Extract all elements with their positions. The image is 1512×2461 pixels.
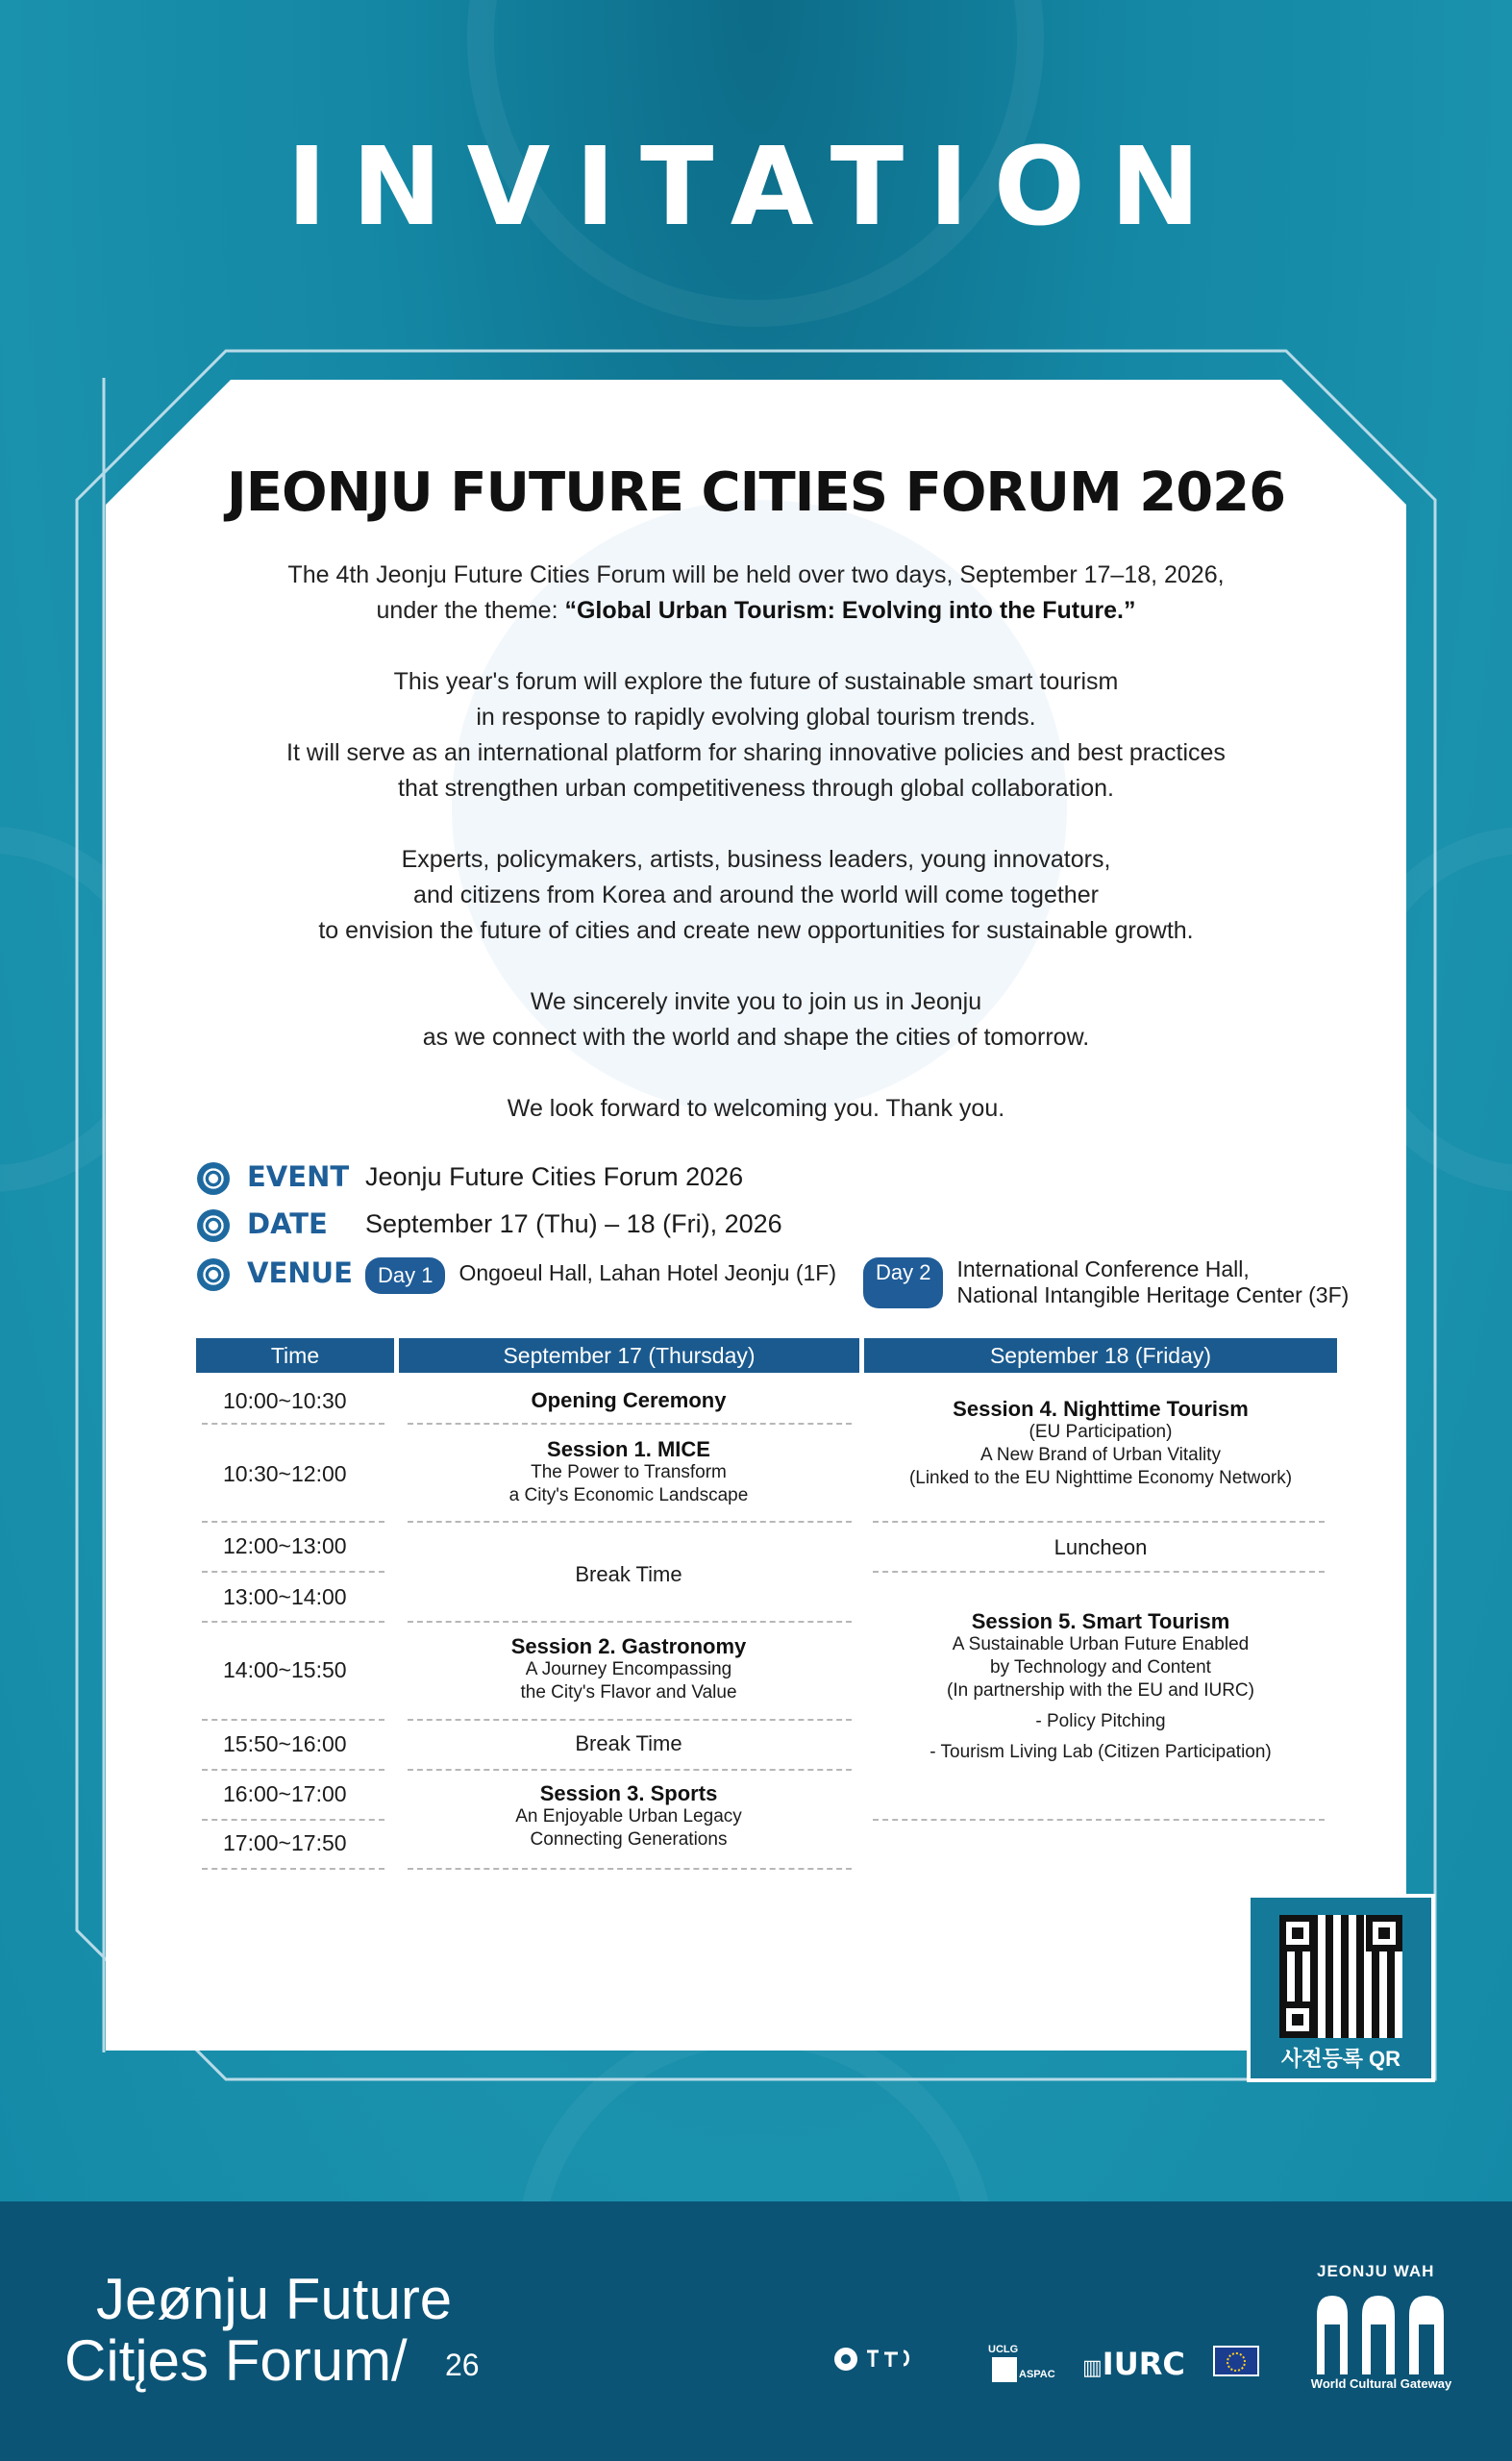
- row-divider: [873, 1819, 1325, 1821]
- day2-venue-line2: National Intangible Heritage Center (3F): [956, 1282, 1350, 1307]
- time-slot: 14:00~15:50: [223, 1657, 347, 1682]
- row-divider: [202, 1769, 384, 1771]
- time-slot: 10:00~10:30: [223, 1388, 347, 1413]
- registration-qr[interactable]: [1247, 1894, 1435, 2082]
- forum-brand-year: 26: [445, 2348, 480, 2382]
- row-divider: [408, 1621, 852, 1623]
- intro-line: in response to rapidly evolving global tourism trends.: [476, 704, 1036, 731]
- qr-label: 사전등록 QR: [1280, 2047, 1401, 2071]
- day1-session2: Session 2. Gastronomy A Journey Encompassing the City's Flavor and Value: [510, 1634, 747, 1703]
- row-divider: [202, 1819, 384, 1821]
- intro-paragraph-3: [163, 842, 1349, 949]
- intro-paragraph-5: We look forward to welcoming you. Thank you.: [507, 1095, 1005, 1122]
- row-divider: [873, 1571, 1325, 1573]
- event-label: EVENT: [247, 1160, 350, 1193]
- row-divider: [202, 1521, 384, 1523]
- rosette-icon: [197, 1162, 230, 1195]
- invitation-text: [163, 558, 1349, 1162]
- day1-break2: Break Time: [575, 1731, 682, 1755]
- intro-line: that strengthen urban competitiveness through global collaboration.: [398, 775, 1114, 802]
- venue-label: VENUE: [247, 1256, 353, 1289]
- date-row: [197, 1207, 782, 1242]
- row-divider: [873, 1521, 1325, 1523]
- uclg-aspac-logo: UCLG ASPAC: [988, 2344, 1055, 2380]
- intro-line: under the theme:: [376, 597, 565, 624]
- forum-brand-logo: Jeønju Future Citįes Forum/: [64, 2267, 453, 2393]
- day1-venue: Ongoeul Hall, Lahan Hotel Jeonju (1F): [459, 1260, 836, 1285]
- time-slot: 17:00~17:50: [223, 1830, 347, 1855]
- intro-paragraph-1: [163, 558, 1349, 629]
- intro-line: and citizens from Korea and around the world will come together: [413, 882, 1099, 908]
- day1-opening: Opening Ceremony: [531, 1388, 727, 1412]
- day1-break1: Break Time: [575, 1562, 682, 1586]
- time-slot: 10:30~12:00: [223, 1461, 347, 1486]
- venue-row: [197, 1256, 1349, 1308]
- day2-pill: Day 2: [863, 1257, 943, 1308]
- day1-session3: Session 3. Sports An Enjoyable Urban Legacy Connecting Generations: [515, 1781, 742, 1850]
- row-divider: [202, 1423, 384, 1425]
- event-value: Jeonju Future Cities Forum 2026: [365, 1162, 744, 1191]
- intro-line: This year's forum will explore the future of sustainable smart tourism: [393, 668, 1119, 695]
- row-divider: [408, 1521, 852, 1523]
- row-divider: [202, 1571, 384, 1573]
- intro-line: Experts, policymakers, artists, business leaders, young innovators,: [401, 846, 1111, 873]
- jeonju-city-logo: [827, 2338, 923, 2380]
- intro-line: to envision the future of cities and create new opportunities for sustainable growth.: [318, 917, 1194, 944]
- date-value: September 17 (Thu) – 18 (Fri), 2026: [365, 1209, 782, 1238]
- forum-title: JEONJU FUTURE CITIES FORUM 2026: [226, 461, 1286, 524]
- intro-line: as we connect with the world and shape the cities of tomorrow.: [422, 1024, 1090, 1051]
- time-slot: 16:00~17:00: [223, 1781, 347, 1806]
- table-header-time: Time: [196, 1338, 394, 1373]
- table-header-day2: September 18 (Friday): [864, 1338, 1337, 1373]
- time-slot: 15:50~16:00: [223, 1731, 347, 1756]
- day2-session4: Session 4. Nighttime Tourism (EU Participation) A New Brand of Urban Vitality (Linked to the EU Nighttime Economy Network): [908, 1397, 1293, 1488]
- event-row: [197, 1160, 743, 1195]
- rosette-icon: [197, 1209, 230, 1242]
- day2-luncheon: Luncheon: [1053, 1535, 1148, 1559]
- wah-logo-icon: [1309, 2286, 1453, 2382]
- day1-session1: Session 1. MICE The Power to Transform a City's Economic Landscape: [508, 1437, 749, 1505]
- intro-line: The 4th Jeonju Future Cities Forum will be held over two days, September 17–18, 2026,: [287, 561, 1225, 588]
- day1-pill: Day 1: [365, 1257, 445, 1294]
- time-slot: 13:00~14:00: [223, 1584, 347, 1609]
- table-header-day1: September 17 (Thursday): [399, 1338, 859, 1373]
- row-divider: [202, 1868, 384, 1870]
- forum-theme: “Global Urban Tourism: Evolving into the Future.”: [564, 597, 1136, 624]
- qr-code-icon: [1279, 1915, 1402, 2038]
- day2-session5: Session 5. Smart Tourism A Sustainable Urban Future Enabled by Technology and Content (In partnership with the EU and IURC) - Policy Pitching - Tourism Living Lab (Citizen Participation): [930, 1609, 1272, 1762]
- wah-subtitle: World Cultural Gateway: [1310, 2376, 1452, 2391]
- iurc-logo: ▥IURC: [1082, 2346, 1185, 2382]
- page-title: INVITATION: [286, 125, 1226, 250]
- row-divider: [408, 1719, 852, 1721]
- row-divider: [408, 1868, 852, 1870]
- date-label: DATE: [247, 1207, 328, 1240]
- venue-values: [365, 1256, 1349, 1308]
- row-divider: [202, 1719, 384, 1721]
- time-slot: 12:00~13:00: [223, 1533, 347, 1558]
- row-divider: [202, 1621, 384, 1623]
- row-divider: [408, 1769, 852, 1771]
- day2-venue-line1: International Conference Hall,: [956, 1256, 1250, 1281]
- intro-paragraph-2: [163, 664, 1349, 807]
- eu-flag-icon: [1213, 2346, 1259, 2376]
- intro-paragraph-4: [163, 984, 1349, 1056]
- intro-line: We sincerely invite you to join us in Jeonju: [530, 988, 982, 1015]
- wah-title: JEONJU WAH: [1317, 2262, 1435, 2280]
- intro-line: It will serve as an international platform for sharing innovative policies and best practices: [286, 739, 1226, 766]
- rosette-icon: [197, 1258, 230, 1291]
- row-divider: [408, 1423, 852, 1425]
